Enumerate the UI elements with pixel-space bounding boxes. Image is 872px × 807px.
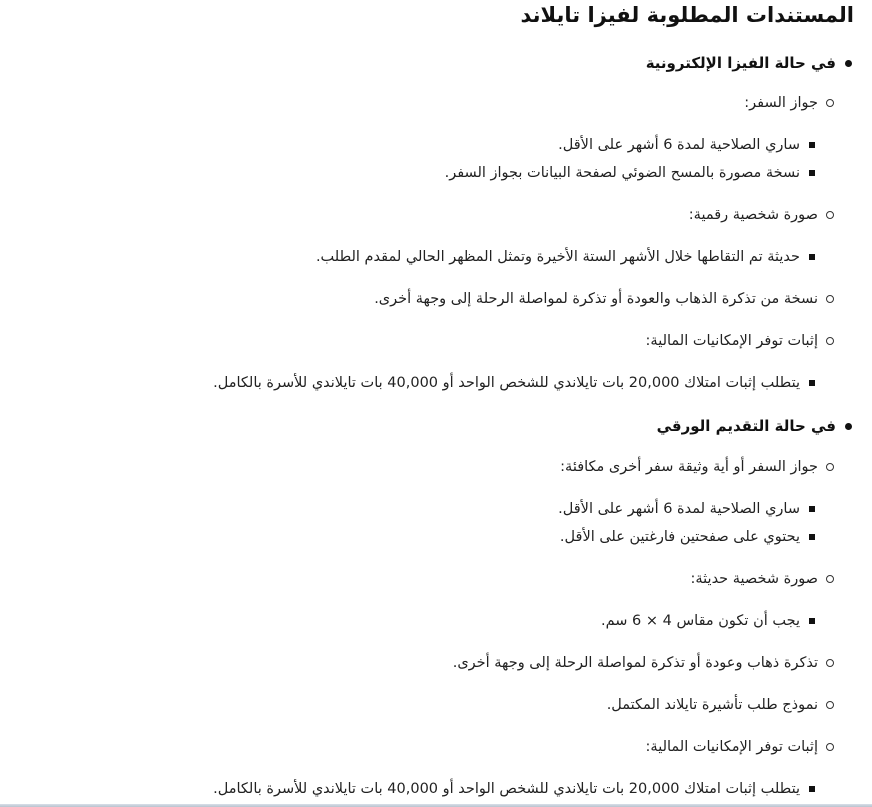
sub-list-item [0, 162, 872, 184]
sub-list-item-text: يحتوي على صفحتين فارغتين على الأقل. [559, 529, 800, 545]
sub-list-item-text: ساري الصلاحية لمدة 6 أشهر على الأقل. [558, 501, 800, 517]
list-item-label: جواز السفر: [744, 95, 818, 111]
circle-bullet-icon [826, 463, 834, 471]
list-item-label: جواز السفر أو أية وثيقة سفر أخرى مكافئة: [560, 459, 818, 475]
sub-list-item-text: حديثة تم التقاطها خلال الأشهر الستة الأخيرة وتمثل المظهر الحالي لمقدم الطلب. [315, 249, 800, 265]
list-item-label: إثبات توفر الإمكانيات المالية: [645, 739, 818, 755]
list-item-label: إثبات توفر الإمكانيات المالية: [645, 333, 818, 349]
sub-list-item [0, 246, 872, 268]
square-bullet-icon [809, 534, 815, 540]
circle-bullet-icon [826, 295, 834, 303]
square-bullet-icon [809, 170, 815, 176]
sub-list-item [0, 778, 872, 800]
circle-bullet-icon [826, 211, 834, 219]
sub-list-item-text: ساري الصلاحية لمدة 6 أشهر على الأقل. [558, 137, 800, 153]
sub-list-item-text: يتطلب إثبات امتلاك 20,000 بات تايلاندي للشخص الواحد أو 40,000 بات تايلاندي للأسرة بالكامل. [213, 781, 800, 797]
square-bullet-icon [809, 254, 815, 260]
sub-list-item [0, 610, 872, 632]
list-item-label: صورة شخصية رقمية: [688, 207, 818, 223]
circle-bullet-icon [826, 659, 834, 667]
list-item [0, 92, 872, 114]
square-bullet-icon [809, 142, 815, 148]
circle-bullet-icon [826, 701, 834, 709]
sub-list-item [0, 526, 872, 548]
square-bullet-icon [809, 786, 815, 792]
section-heading-row [0, 52, 872, 74]
list-item [0, 204, 872, 226]
circle-bullet-icon [826, 99, 834, 107]
square-bullet-icon [809, 618, 815, 624]
page-title: المستندات المطلوبة لفيزا تايلاند [520, 3, 854, 27]
list-item-label: نموذج طلب تأشيرة تايلاند المكتمل. [606, 697, 818, 713]
list-item [0, 694, 872, 716]
sub-list-item [0, 134, 872, 156]
square-bullet-icon [809, 506, 815, 512]
list-item-label: تذكرة ذهاب وعودة أو تذكرة لمواصلة الرحلة إلى وجهة أخرى. [452, 655, 818, 671]
sub-list-item-text: يتطلب إثبات امتلاك 20,000 بات تايلاندي للشخص الواحد أو 40,000 بات تايلاندي للأسرة بالكامل. [213, 375, 800, 391]
section-heading-row [0, 415, 872, 437]
circle-bullet-icon [826, 575, 834, 583]
list-item-label: صورة شخصية حديثة: [690, 571, 818, 587]
square-bullet-icon [809, 380, 815, 386]
sub-list-item-text: يجب أن تكون مقاس 4 × 6 سم. [600, 613, 800, 629]
list-item [0, 652, 872, 674]
section-heading: في حالة الفيزا الإلكترونية [645, 54, 836, 72]
section-heading: في حالة التقديم الورقي [656, 417, 836, 435]
list-item [0, 568, 872, 590]
sub-list-item-text: نسخة مصورة بالمسح الضوئي لصفحة البيانات بجواز السفر. [444, 165, 800, 181]
sub-list-item [0, 498, 872, 520]
circle-bullet-icon [826, 337, 834, 345]
list-item [0, 456, 872, 478]
disc-bullet-icon [845, 60, 852, 67]
list-item [0, 736, 872, 758]
list-item-label: نسخة من تذكرة الذهاب والعودة أو تذكرة لمواصلة الرحلة إلى وجهة أخرى. [374, 291, 818, 307]
list-item [0, 330, 872, 352]
disc-bullet-icon [845, 423, 852, 430]
list-item [0, 288, 872, 310]
sub-list-item [0, 372, 872, 394]
circle-bullet-icon [826, 743, 834, 751]
